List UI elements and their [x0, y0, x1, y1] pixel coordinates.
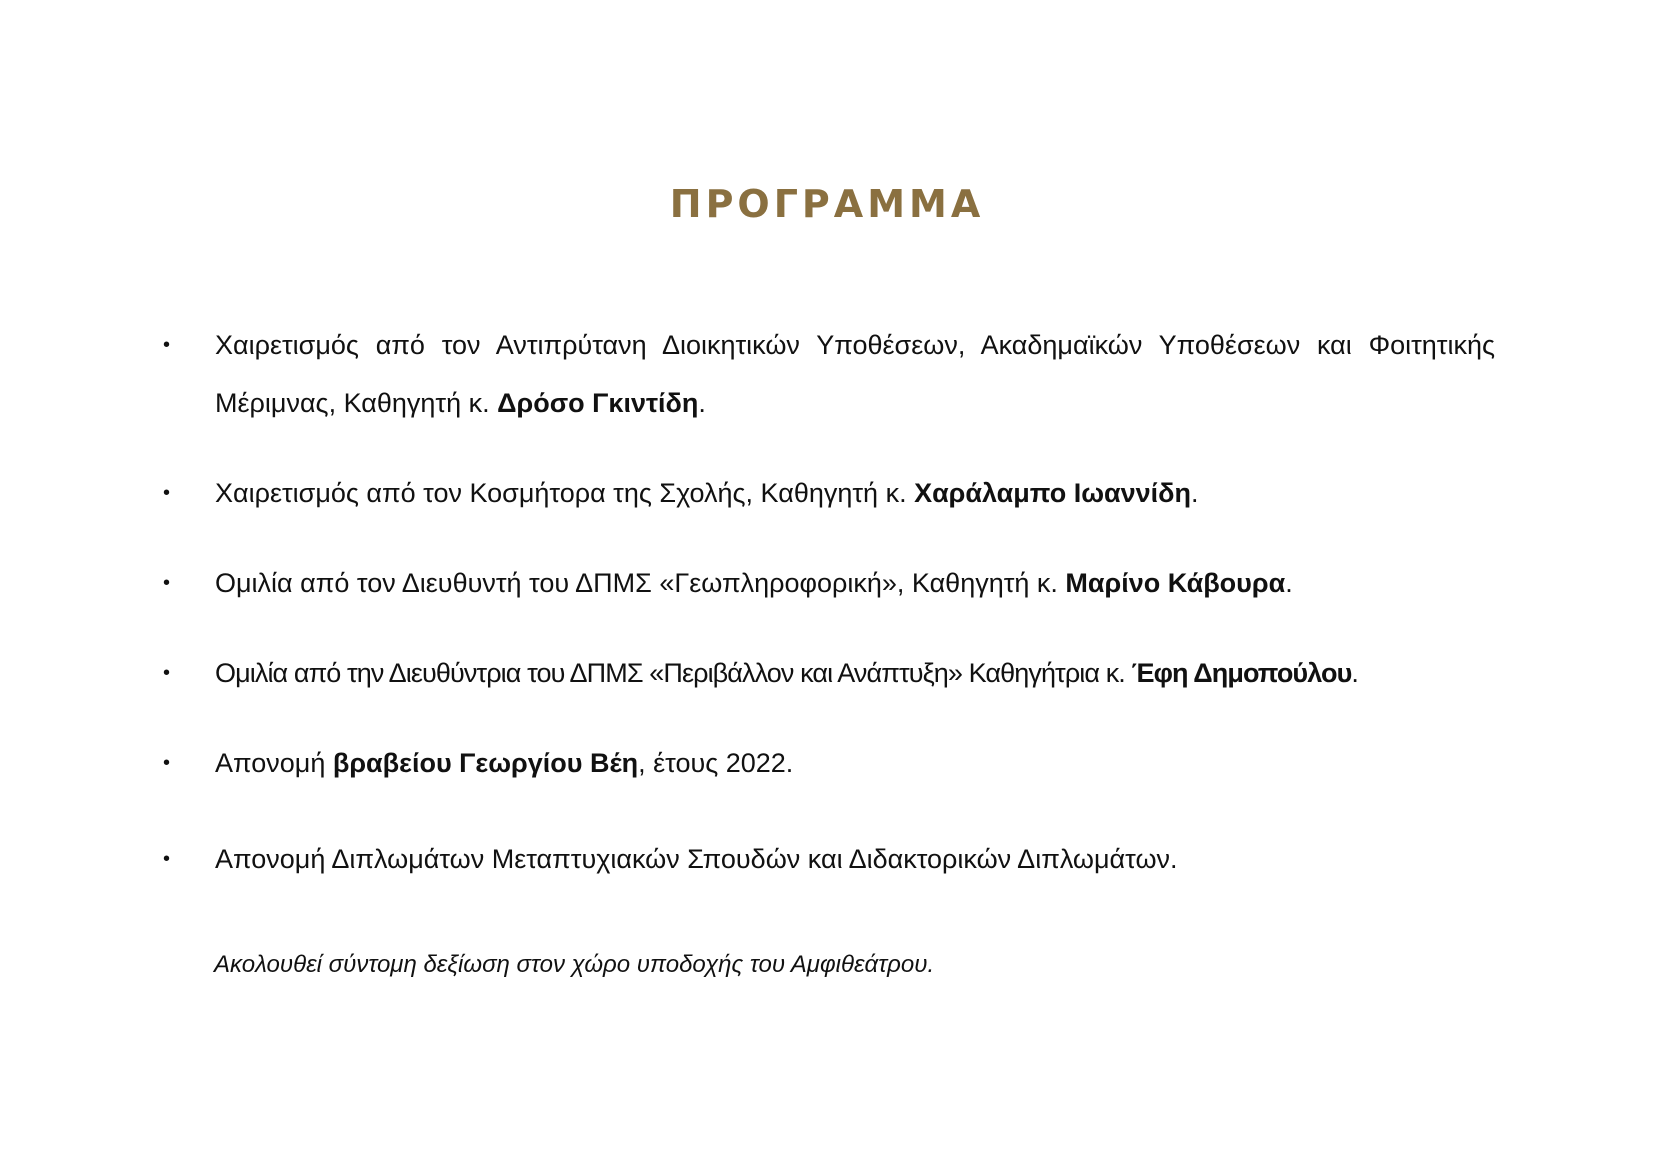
bullet-icon: • — [163, 334, 171, 356]
list-item-text — [215, 644, 1495, 702]
item-name: βραβείου Γεωργίου Βέη — [332, 748, 639, 778]
bullet-icon: • — [163, 848, 171, 870]
list-item-text — [215, 734, 1495, 792]
item-text: Ομιλία από την Διευθύντρια του ΔΠΜΣ «Περιβάλλον και Ανάπτυξη» Καθηγήτρια κ. — [215, 658, 1132, 688]
item-name: Δρόσο Γκιντίδη — [497, 388, 699, 418]
item-name: Έφη Δημοπούλου — [1131, 658, 1352, 688]
list-item-text — [215, 316, 1495, 432]
bullet-icon: • — [163, 752, 171, 774]
reception-note: Ακολουθεί σύντομη δεξίωση στον χώρο υποδοχής του Αμφιθεάτρου. — [214, 951, 935, 978]
item-name: Χαράλαμπο Ιωαννίδη — [914, 478, 1192, 508]
bullet-icon: • — [163, 482, 171, 504]
item-text: Χαιρετισμός από τον Αντιπρύτανη Διοικητικών Υποθέσεων, Ακαδημαϊκών Υποθέσεων και Φοιτητικής Μέριμνας, Καθηγητή κ. — [215, 330, 1495, 418]
list-item-text — [215, 464, 1495, 522]
item-suffix: . — [1191, 478, 1199, 508]
item-suffix: . — [698, 388, 706, 418]
item-suffix: . — [1285, 568, 1293, 598]
item-text: Απονομή — [215, 748, 333, 778]
item-text: Απονομή Διπλωμάτων Μεταπτυχιακών Σπουδών και Διδακτορικών Διπλωμάτων. — [215, 844, 1178, 874]
list-item-text — [215, 554, 1495, 612]
item-text: Ομιλία από τον Διευθυντή του ΔΠΜΣ «Γεωπληροφορική», Καθηγητή κ. — [215, 568, 1066, 598]
page-title: ΠΡΟΓΡΑΜΜΑ — [669, 182, 985, 226]
item-name: Μαρίνο Κάβουρα — [1065, 568, 1286, 598]
item-suffix: . — [1351, 658, 1359, 688]
list-item-text — [215, 830, 1495, 888]
bullet-icon: • — [163, 572, 171, 594]
bullet-icon: • — [163, 662, 171, 684]
item-text: Χαιρετισμός από τον Κοσμήτορα της Σχολής, Καθηγητή κ. — [215, 478, 915, 508]
item-suffix: , έτους 2022. — [638, 748, 794, 778]
